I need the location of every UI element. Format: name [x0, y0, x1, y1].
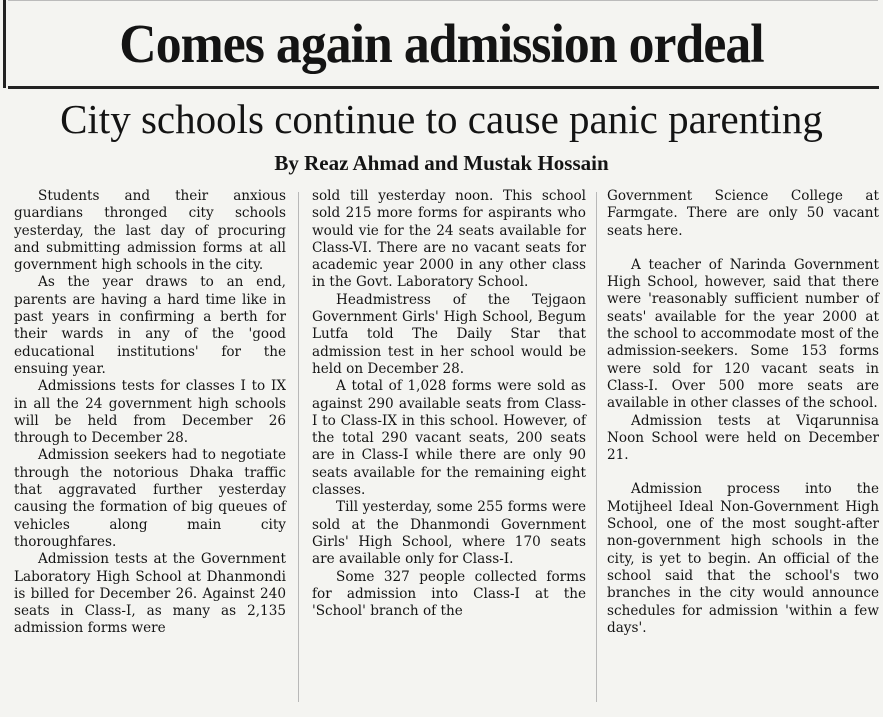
column-divider [596, 192, 597, 702]
paragraph: As the year draws to an end, parents are having a hard time like in past years in confirming a berth for their wards in any of the 'good educational institutions' for the ensuing year. [14, 274, 286, 377]
paragraph: Government Science College at Farmgate. There are only 50 vacant seats here. [607, 188, 879, 239]
paragraph: A total of 1,028 forms were sold as against 290 available seats from Class-I to Class-IX in this school. However, of the total 290 vacant seats, 200 seats are in Class-I while there are only 90 seats available for the remaining eight classes. [312, 378, 586, 499]
top-edge [8, 0, 878, 1]
subheadline: City schools continue to cause panic parenting [60, 96, 823, 142]
article-column-1 [14, 188, 286, 638]
byline: By Reaz Ahmad and Mustak Hossain [274, 151, 609, 175]
paragraph: A teacher of Narinda Government High School, however, said that there were 'reasonably sufficient number of seats' available for the year 2000 at the school to accommodate most of the admission-seekers. Some 153 forms were sold for 120 vacant seats in Class-I. Over 500 more seats are available in other classes of the school. [607, 256, 879, 412]
paragraph: Till yesterday, some 255 forms were sold at the Dhanmondi Government Girls' High School, where 170 seats are available only for Class-I. [312, 499, 586, 568]
paragraph: Admission seekers had to negotiate through the notorious Dhaka traffic that aggravated further yesterday causing the formation of big queues of vehicles along main city thoroughfares. [14, 447, 286, 550]
paragraph: Admissions tests for classes I to IX in all the 24 government high schools will be held from December 26 through to December 28. [14, 378, 286, 447]
column-divider [298, 192, 299, 702]
paragraph: Some 327 people collected forms for admission into Class-I at the 'School' branch of the [312, 568, 586, 620]
paragraph: Students and their anxious guardians thronged city schools yesterday, the last day of procuring and submitting admission forms at all government high schools in the city. [14, 188, 286, 274]
left-rule [3, 0, 6, 88]
headline: Comes again admission ordeal [119, 13, 764, 74]
paragraph: Admission tests at the Government Laboratory High School at Dhanmondi is billed for December 26. Against 240 seats in Class-I, as many as 2,135 admission forms were [14, 551, 286, 637]
headline-rule [8, 86, 879, 89]
paragraph: Admission tests at Viqarunnisa Noon School were held on December 21. [607, 412, 879, 464]
article-column-3 [607, 188, 879, 637]
paragraph: Admission process into the Motijheel Ideal Non-Government High School, one of the most sought-after non-government high schools in the city, is yet to begin. An official of the school said that the school's two branches in the city would announce schedules for admission 'within a few days'. [607, 481, 879, 636]
paragraph: sold till yesterday noon. This school sold 215 more forms for aspirants who would vie for the 24 seats available for Class-VI. There are no vacant seats for academic year 2000 in any other class in the Govt. Laboratory School. [312, 188, 586, 291]
paragraph: Headmistress of the Tejgaon Government Girls' High School, Begum Lutfa told The Daily Star that admission test in her school would be held on December 28. [312, 291, 586, 377]
article-column-2 [312, 188, 586, 620]
